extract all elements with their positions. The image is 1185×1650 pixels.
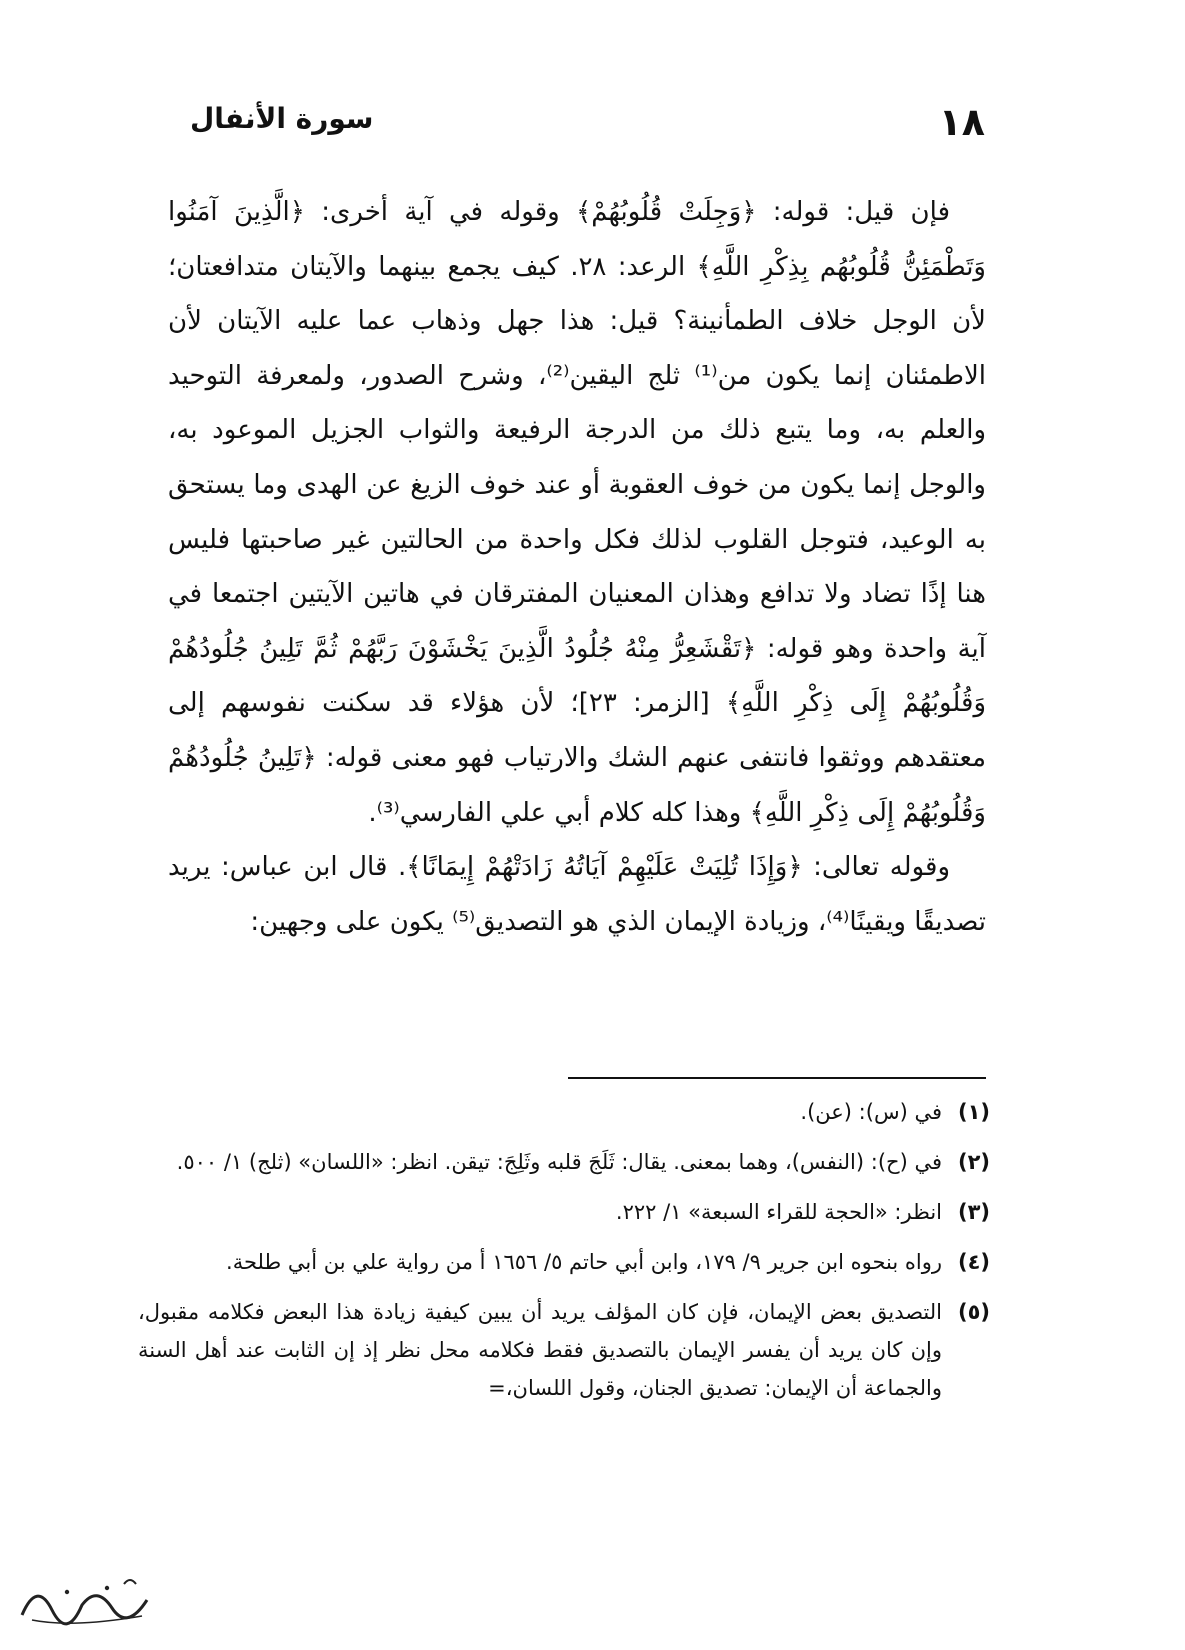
main-text [168, 185, 986, 949]
footnote [138, 1143, 990, 1181]
footnote-text: انظر: «الحجة للقراء السبعة» ١/ ٢٢٢. [615, 1200, 942, 1224]
footnote-text: في (ح): (النفس)، وهما بمعنى. يقال: ثَلَجَ قلبه وثَلِجَ: تيقن. انظر: «اللسان» (ثلج) ١/ ٥٠٠. [176, 1150, 942, 1174]
library-stamp-logo [12, 1570, 162, 1630]
footnote [138, 1293, 990, 1407]
page-number: ١٨ [938, 100, 985, 144]
running-title: سورة الأنفال [190, 102, 374, 135]
footnote-text: رواه بنحوه ابن جرير ٩/ ١٧٩، وابن أبي حاتم ٥/ ١٦٥٦ أ من رواية علي بن أبي طلحة. [226, 1250, 942, 1274]
footnote-number: (٥) [957, 1300, 990, 1324]
footnote-number: (٢) [957, 1150, 990, 1174]
footnote-separator [568, 1077, 986, 1079]
footnote-number: (٤) [957, 1250, 990, 1274]
footnotes [138, 1093, 990, 1419]
page-header [190, 92, 985, 152]
footnote [138, 1093, 990, 1131]
paragraph: فإن قيل: قوله: ﴿وَجِلَتْ قُلُوبُهُمْ﴾ وقوله في آية أخرى: ﴿الَّذِينَ آمَنُوا وَتَطْمَئِنُّ قُلُوبُهُم بِذِكْرِ اللَّهِ﴾ الرعد: ٢٨. كيف يجمع بينهما والآيتان متدافعتان؛ لأن الوجل خلاف الطمأنينة؟ قيل: هذا جهل وذهاب عما عليه الآيتان لأن الاطمئنان إنما يكون من⁽¹⁾ ثلج اليقين⁽²⁾، وشرح الصدور، ولمعرفة التوحيد والعلم به، وما يتبع ذلك من الدرجة الرفيعة والثواب الجزيل الموعود به، والوجل إنما يكون من خوف العقوبة أو عند خوف الزيغ عن الهدى وما يستحق به الوعيد، فتوجل القلوب لذلك فكل واحدة من الحالتين غير صاحبتها فليس هنا إذًا تضاد ولا تدافع وهذان المعنيان المفترقان في هاتين الآيتين اجتمعا في آية واحدة وهو قوله: ﴿تَقْشَعِرُّ مِنْهُ جُلُودُ الَّذِينَ يَخْشَوْنَ رَبَّهُمْ ثُمَّ تَلِينُ جُلُودُهُمْ وَقُلُوبُهُمْ إِلَى ذِكْرِ اللَّهِ﴾ [الزمر: ٢٣]؛ لأن هؤلاء قد سكنت نفوسهم إلى معتقدهم ووثقوا فانتفى عنهم الشك والارتياب فهو معنى قوله: ﴿تَلِينُ جُلُودُهُمْ وَقُلُوبُهُمْ إِلَى ذِكْرِ اللَّهِ﴾ وهذا كله كلام أبي علي الفارسي⁽³⁾. [168, 197, 986, 828]
paragraph: وقوله تعالى: ﴿وَإِذَا تُلِيَتْ عَلَيْهِمْ آيَاتُهُ زَادَتْهُمْ إِيمَانًا﴾. قال ابن عباس: يريد تصديقًا ويقينًا⁽⁴⁾، وزيادة الإيمان الذي هو التصديق⁽⁵⁾ يكون على وجهين: [168, 852, 986, 937]
footnote-number: (١) [957, 1100, 990, 1124]
footnote [138, 1193, 990, 1231]
footnote [138, 1243, 990, 1281]
footnote-text: التصديق بعض الإيمان، فإن كان المؤلف يريد أن يبين كيفية زيادة هذا البعض فكلامه مقبول، وإن كان يريد أن يفسر الإيمان بالتصديق فقط فكلامه محل نظر إذ إن الثابت عند أهل السنة والجماعة أن الإيمان: تصديق الجنان، وقول اللسان،= [138, 1300, 942, 1400]
footnote-text: في (س): (عن). [800, 1100, 942, 1124]
footnote-number: (٣) [957, 1200, 990, 1224]
